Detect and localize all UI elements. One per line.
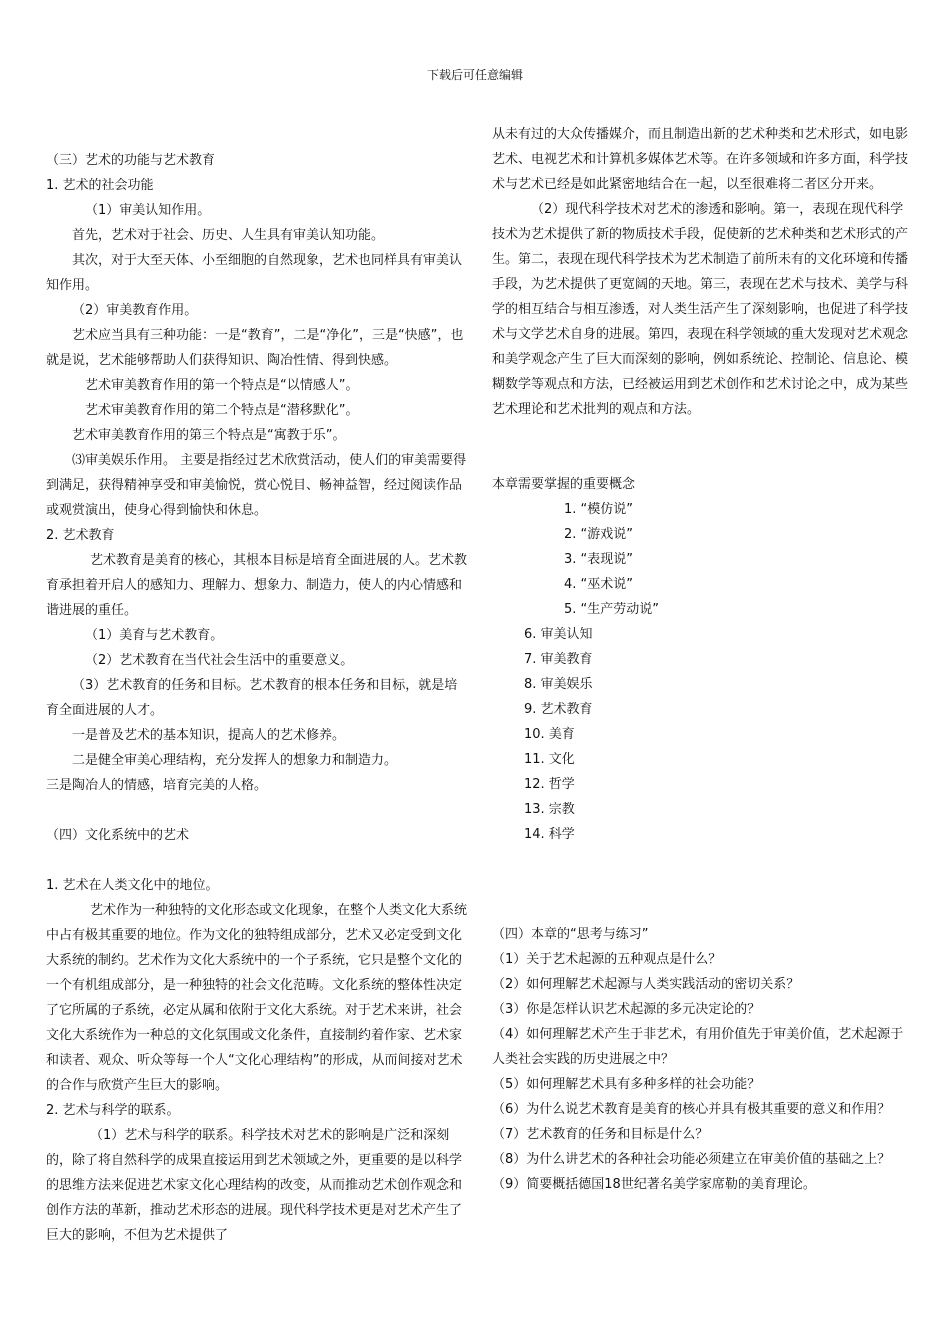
- paragraph: （1）艺术与科学的联系。科学技术对艺术的影响是广泛和深刻的，除了将自然科学的成果直接运用到艺术领域之外，更重要的是以科学的思维方法来促进艺术家文化心理结构的改变，从而推动艺术创作观念和创作方法的革新，推动艺术形态的进展。现代科学技术更是对艺术产生了巨大的影响，不但为艺术提供了: [46, 1128, 463, 1243]
- paragraph: 2. 艺术与科学的联系。: [46, 1103, 180, 1118]
- right-column: [492, 122, 914, 1197]
- spacer: [492, 847, 914, 922]
- paragraph: 一是普及艺术的基本知识，提高人的艺术修养。: [72, 728, 346, 743]
- paragraph: 7. 审美教育: [524, 652, 593, 667]
- paragraph: （三）艺术的功能与艺术教育: [46, 153, 216, 168]
- paragraph: （1）美育与艺术教育。: [85, 628, 224, 643]
- paragraph: （2）现代科学技术对艺术的渗透和影响。第一，表现在现代科学技术为艺术提供了新的物质技术手段，促使新的艺术种类和艺术形式的产生。第二，表现在现代科学技术为艺术制造了前所未有的文化环境和传播手段，为艺术提供了更宽阔的天地。第三，表现在艺术与技术、美学与科学的相互结合与相互渗透，对人类生活产生了深刻影响，也促进了科学技术与文学艺术自身的进展。第四，表现在科学领域的重大发现对艺术观念和美学观念产生了巨大而深刻的影响，例如系统论、控制论、信息论、模糊数学等观点和方法，已经被运用到艺术创作和艺术讨论之中，成为某些艺术理论和艺术批判的观点和方法。: [492, 202, 909, 417]
- paragraph: ⑶审美娱乐作用。 主要是指经过艺术欣赏活动，使人们的审美需要得到满足，获得精神享受和审美愉悦，赏心悦目、畅神益智，经过阅读作品或观赏演出，使身心得到愉快和休息。: [46, 453, 467, 518]
- paragraph: （7）艺术教育的任务和目标是什么？: [492, 1127, 709, 1142]
- page-header: 下载后可任意编辑: [426, 68, 523, 82]
- paragraph: 5. “生产劳动说”: [564, 602, 660, 617]
- paragraph: 二是健全审美心理结构，充分发挥人的想象力和制造力。: [72, 753, 398, 768]
- paragraph: 6. 审美认知: [524, 627, 593, 642]
- paragraph: 4. “巫术说”: [564, 577, 634, 592]
- paragraph: 14. 科学: [524, 827, 575, 842]
- paragraph: 三是陶冶人的情感，培育完美的人格。: [46, 778, 268, 793]
- paragraph: 艺术应当具有三种功能：一是“教育”，二是“净化”，三是“快感”，也就是说，艺术能够帮助人们获得知识、陶冶性情、得到快感。: [46, 328, 464, 368]
- paragraph: （3）艺术教育的任务和目标。艺术教育的根本任务和目标，就是培育全面进展的人才。: [46, 678, 458, 718]
- paragraph: 艺术教育是美育的核心，其根本目标是培育全面进展的人。艺术教育承担着开启人的感知力、理解力、想象力、制造力，使人的内心情感和谐进展的重任。: [46, 553, 468, 618]
- paragraph: （3）你是怎样认识艺术起源的多元决定论的？: [492, 1002, 761, 1017]
- paragraph: 9. 艺术教育: [524, 702, 593, 717]
- spacer: [46, 798, 470, 823]
- paragraph: 其次，对于大至天体、小至细胞的自然现象，艺术也同样具有审美认知作用。: [46, 253, 463, 293]
- paragraph: 8. 审美娱乐: [524, 677, 593, 692]
- paragraph: 11. 文化: [524, 752, 575, 767]
- paragraph: （6）为什么说艺术教育是美育的核心并具有极其重要的意义和作用？: [492, 1102, 891, 1117]
- paragraph: （四）本章的“思考与练习”: [492, 927, 649, 942]
- paragraph: 2. 艺术教育: [46, 528, 115, 543]
- paragraph: 2. “游戏说”: [564, 527, 634, 542]
- paragraph: （9）简要概括德国18世纪著名美学家席勒的美育理论。: [492, 1177, 816, 1192]
- paragraph: 艺术作为一种独特的文化形态或文化现象，在整个人类文化大系统中占有极其重要的地位。作为文化的独特组成部分，艺术又必定受到文化大系统的制约。艺术作为文化大系统中的一个子系统，它只是整个文化的一个有机组成部分，是一种独特的社会文化范畴。文化系统的整体性决定了它所属的子系统，必定从属和依附于文化大系统。对于艺术来讲，社会文化大系统作为一种总的文化氛围或文化条件，直接制约着作家、艺术家和读者、观众、听众等每一个人“文化心理结构”的形成，从而间接对艺术的合作与欣赏产生巨大的影响。: [46, 903, 468, 1093]
- paragraph: （四）文化系统中的艺术: [46, 828, 190, 843]
- paragraph: （8）为什么讲艺术的各种社会功能必须建立在审美价值的基础之上？: [492, 1152, 891, 1167]
- paragraph: （1）审美认知作用。: [85, 203, 211, 218]
- paragraph: 从未有过的大众传播媒介，而且制造出新的艺术种类和艺术形式，如电影艺术、电视艺术和计算机多媒体艺术等。在许多领域和许多方面，科学技术与艺术已经是如此紧密地结合在一起，以至很难将二者区分开来。: [492, 127, 909, 192]
- paragraph: （5）如何理解艺术具有多种多样的社会功能？: [492, 1077, 761, 1092]
- paragraph: （2）如何理解艺术起源与人类实践活动的密切关系？: [492, 977, 800, 992]
- paragraph: （2）艺术教育在当代社会生活中的重要意义。: [85, 653, 354, 668]
- paragraph: 艺术审美教育作用的第三个特点是“寓教于乐”。: [72, 428, 346, 443]
- spacer: [46, 848, 470, 873]
- paragraph: 3. “表现说”: [564, 552, 634, 567]
- left-column: [46, 148, 470, 1248]
- paragraph: 首先，艺术对于社会、历史、人生具有审美认知功能。: [72, 228, 385, 243]
- paragraph: 1. 艺术的社会功能: [46, 178, 154, 193]
- spacer: [492, 422, 914, 472]
- paragraph: 1. “模仿说”: [564, 502, 634, 517]
- paragraph: 艺术审美教育作用的第一个特点是“以情感人”。: [85, 378, 359, 393]
- paragraph: 12. 哲学: [524, 777, 575, 792]
- paragraph: （4）如何理解艺术产生于非艺术，有用价值先于审美价值，艺术起源于人类社会实践的历史进展之中？: [492, 1027, 904, 1067]
- paragraph: 10. 美育: [524, 727, 575, 742]
- paragraph: 13. 宗教: [524, 802, 575, 817]
- paragraph: （2）审美教育作用。: [72, 303, 198, 318]
- paragraph: 1. 艺术在人类文化中的地位。: [46, 878, 219, 893]
- paragraph: （1）关于艺术起源的五种观点是什么？: [492, 952, 722, 967]
- paragraph: 本章需要掌握的重要概念: [492, 477, 636, 492]
- paragraph: 艺术审美教育作用的第二个特点是“潜移默化”。: [85, 403, 359, 418]
